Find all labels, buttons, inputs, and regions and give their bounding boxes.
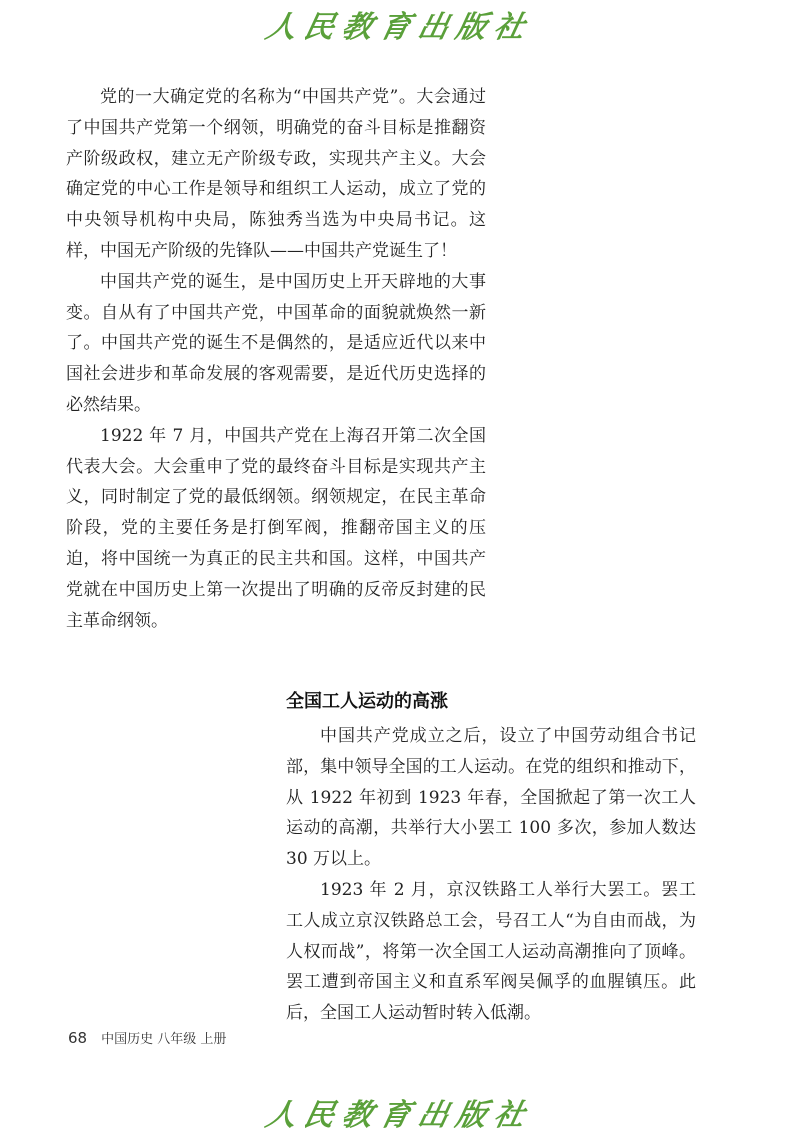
- publisher-logo-top: 人民教育出版社: [262, 10, 536, 45]
- publisher-logo-bottom: 人民教育出版社: [262, 1098, 536, 1133]
- section-title: 全国工人运动的高涨: [286, 691, 448, 712]
- left-text-block: [66, 82, 486, 636]
- section-workers-movement: [286, 687, 696, 1029]
- paragraph-party-name: 党的一大确定党的名称为“中国共产党”。大会通过了中国共产党第一个纲领，明确党的奋斗目标是推翻资产阶级政权，建立无产阶级专政，实现共产主义。大会确定党的中心工作是领导和组织工人运动，成立了党的中央领导机构中央局，陈独秀当选为中央局书记。这样，中国无产阶级的先锋队——中国共产党诞生了！: [66, 87, 486, 261]
- page-number: 68: [68, 1029, 88, 1047]
- paragraph-party-birth: 中国共产党的诞生，是中国历史上开天辟地的大事变。自从有了中国共产党，中国革命的面貌就焕然一新了。中国共产党的诞生不是偶然的，是适应近代以来中国社会进步和革命发展的客观需要，是近代历史选择的必然结果。: [66, 271, 486, 415]
- paragraph-labor-secretariat: 中国共产党成立之后，设立了中国劳动组合书记部，集中领导全国的工人运动。在党的组织和推动下，从 1922 年初到 1923 年春，全国掀起了第一次工人运动的高潮，共举行大小罢工 100 多次，参加人数达 30 万以上。: [286, 726, 696, 870]
- page-footer: [68, 1028, 226, 1047]
- book-title: 中国历史 八年级 上册: [101, 1032, 227, 1047]
- paragraph-jinghan-strike: 1923 年 2 月，京汉铁路工人举行大罢工。罢工工人成立京汉铁路总工会，号召工人“为自由而战，为人权而战”，将第一次全国工人运动高潮推向了顶峰。罢工遭到帝国主义和直系军阀吴佩孚的血腥镇压。此后，全国工人运动暂时转入低潮。: [286, 879, 696, 1024]
- paragraph-second-congress: 1922 年 7 月，中国共产党在上海召开第二次全国代表大会。大会重申了党的最终奋斗目标是实现共产主义，同时制定了党的最低纲领。纲领规定，在民主革命阶段，党的主要任务是打倒军阀，推翻帝国主义的压迫，将中国统一为真正的民主共和国。这样，中国共产党就在中国历史上第一次提出了明确的反帝反封建的民主革命纲领。: [66, 425, 486, 631]
